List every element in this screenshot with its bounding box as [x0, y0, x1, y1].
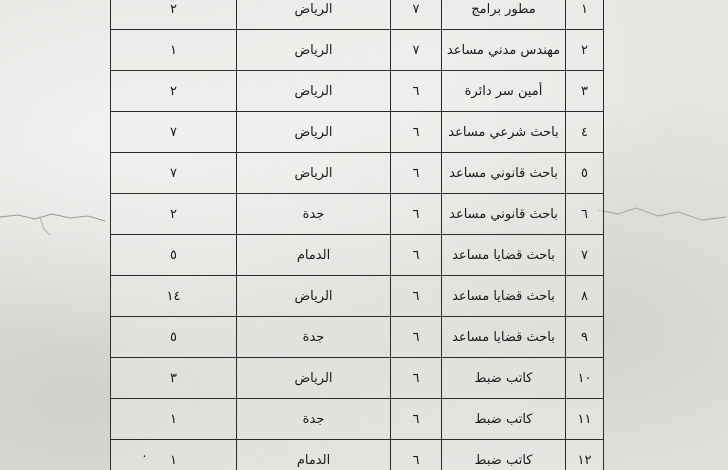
cell-row-number: ١ [566, 0, 604, 30]
cell-job-title: كاتب ضبط [442, 399, 566, 440]
cell-job-title: باحث قضايا مساعد [442, 276, 566, 317]
table-row [111, 317, 604, 358]
cell-row-number: ٨ [566, 276, 604, 317]
cell-count: ١ [111, 440, 237, 470]
table-row [111, 0, 604, 30]
cell-job-title: باحث قانوني مساعد [442, 153, 566, 194]
cell-grade: ٧ [391, 30, 442, 71]
cell-count: ٥ [111, 235, 237, 276]
cell-city: الرياض [237, 276, 391, 317]
cell-row-number: ٦ [566, 194, 604, 235]
cell-job-title: مطور برامج [442, 0, 566, 30]
edge-number-fragment: ٠ [141, 449, 148, 464]
wall-crack-right [598, 190, 728, 250]
cell-count: ٣ [111, 358, 237, 399]
table-row [111, 440, 604, 470]
cell-city: الرياض [237, 112, 391, 153]
cell-city: جدة [237, 317, 391, 358]
cell-job-title: كاتب ضبط [442, 440, 566, 470]
cell-count: ٢ [111, 0, 237, 30]
cell-row-number: ١٠ [566, 358, 604, 399]
table-row [111, 235, 604, 276]
cell-job-title: أمين سر دائرة [442, 71, 566, 112]
cell-grade: ٧ [391, 0, 442, 30]
cell-city: الدمام [237, 235, 391, 276]
cell-city: الدمام [237, 440, 391, 470]
cell-city: الرياض [237, 30, 391, 71]
table-row [111, 112, 604, 153]
cell-grade: ٦ [391, 399, 442, 440]
cell-job-title: باحث قانوني مساعد [442, 194, 566, 235]
cell-count: ١٤ [111, 276, 237, 317]
cell-count: ٢ [111, 71, 237, 112]
cell-row-number: ٥ [566, 153, 604, 194]
cell-count: ١ [111, 30, 237, 71]
cell-row-number: ٢ [566, 30, 604, 71]
cell-row-number: ٧ [566, 235, 604, 276]
jobs-table [110, 0, 598, 470]
cell-job-title: باحث شرعي مساعد [442, 112, 566, 153]
cell-job-title: مهندس مدني مساعد [442, 30, 566, 71]
table-row [111, 30, 604, 71]
cell-city: الرياض [237, 71, 391, 112]
cell-job-title: باحث قضايا مساعد [442, 235, 566, 276]
cell-job-title: باحث قضايا مساعد [442, 317, 566, 358]
cell-city: جدة [237, 399, 391, 440]
cell-count: ٧ [111, 153, 237, 194]
table-row [111, 358, 604, 399]
cell-row-number: ١٢ [566, 440, 604, 470]
cell-grade: ٦ [391, 440, 442, 470]
table-row [111, 153, 604, 194]
cell-city: الرياض [237, 0, 391, 30]
cell-grade: ٦ [391, 153, 442, 194]
cell-city: الرياض [237, 358, 391, 399]
cell-grade: ٦ [391, 71, 442, 112]
table-row [111, 276, 604, 317]
cell-grade: ٦ [391, 276, 442, 317]
cell-row-number: ٣ [566, 71, 604, 112]
cell-city: جدة [237, 194, 391, 235]
cell-city: الرياض [237, 153, 391, 194]
cell-grade: ٦ [391, 194, 442, 235]
cell-count: ٢ [111, 194, 237, 235]
cell-row-number: ١١ [566, 399, 604, 440]
cell-count: ٧ [111, 112, 237, 153]
cell-count: ٥ [111, 317, 237, 358]
cell-row-number: ٩ [566, 317, 604, 358]
table-row [111, 71, 604, 112]
table-row [111, 399, 604, 440]
cell-grade: ٦ [391, 112, 442, 153]
cell-job-title: كاتب ضبط [442, 358, 566, 399]
cell-row-number: ٤ [566, 112, 604, 153]
cell-grade: ٦ [391, 235, 442, 276]
cell-grade: ٦ [391, 317, 442, 358]
cell-count: ١ [111, 399, 237, 440]
table-row [111, 194, 604, 235]
cell-grade: ٦ [391, 358, 442, 399]
